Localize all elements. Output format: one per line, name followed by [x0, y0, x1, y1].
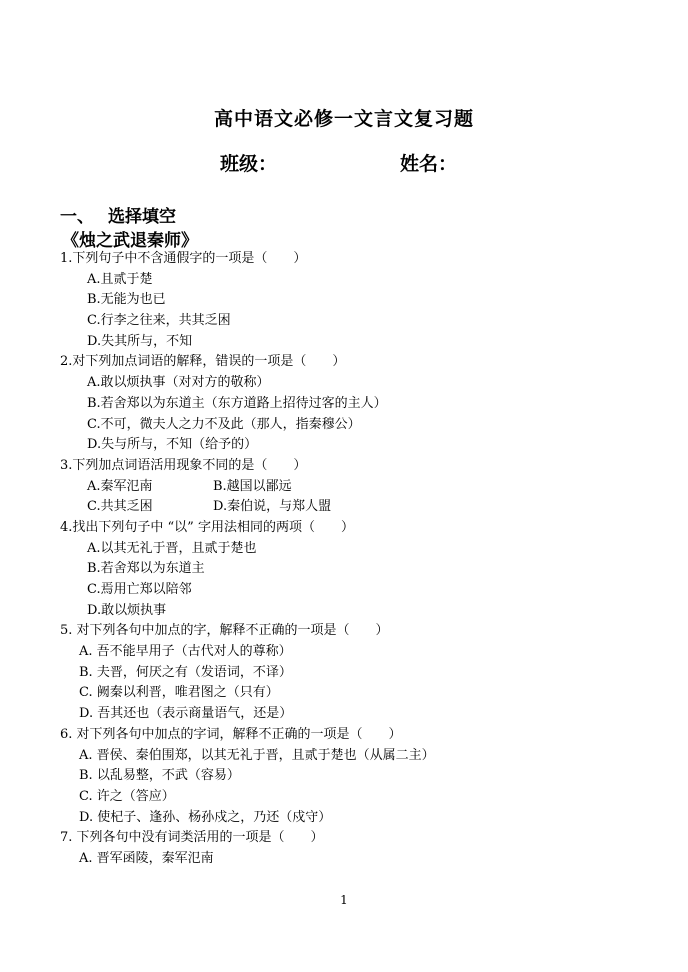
section-title: 选择填空 [108, 207, 176, 227]
question-option: D.敢以烦执事 [87, 602, 167, 618]
question-option: A. 晋军函陵，秦军氾南 [79, 850, 214, 866]
question-option: C.行李之往来，共其乏困 [87, 313, 231, 329]
article-title: 《烛之武退秦师》 [62, 231, 198, 251]
question-option: A.以其无礼于晋，且贰于楚也 [87, 540, 257, 556]
question-option: A.敢以烦执事（对对方的敬称） [87, 375, 270, 391]
option-pair [60, 497, 660, 518]
question-option: D.失其所与，不知 [87, 333, 193, 349]
question-option: B.若舍郑以为东道主 [87, 561, 205, 577]
question-option: C.焉用亡郑以陪邻 [87, 582, 192, 597]
question-option: D. 吾其还也（表示商量语气，还是） [79, 706, 293, 722]
question-stem: 3.下列加点词语活用现象不同的是（ ） [60, 457, 307, 473]
page-title: 高中语文必修一文言文复习题 [213, 108, 474, 130]
question-option: B.若舍郑以为东道主（东方道路上招待过客的主人） [87, 395, 387, 411]
question-option: C. 许之（答应） [79, 788, 175, 804]
question-option: A.且贰于楚 [87, 271, 153, 287]
question-stem: 6. 对下列各句中加点的字词，解释不正确的一项是（ ） [60, 726, 402, 742]
question-option: D. 使杞子、逢孙、杨孙戍之，乃还（戍守） [79, 809, 332, 825]
question-option: A. 晋侯、秦伯围郑，以其无礼于晋，且贰于楚也（从属二主） [79, 747, 435, 763]
question-option: D.失与所与，不知（给予的） [87, 437, 258, 453]
option-pair [60, 477, 660, 498]
question-stem: 1.下列句子中不含通假字的一项是（ ） [60, 251, 307, 266]
question-option: B.无能为也已 [87, 292, 166, 308]
question-option: B. 以乱易整，不武（容易） [79, 768, 240, 784]
name-label: 姓名： [400, 153, 458, 175]
question-option: B. 夫晋，何厌之有（发语词，不译） [79, 664, 292, 680]
question-list [60, 249, 660, 870]
section-number: 一、 [60, 207, 94, 227]
question-option: D.秦伯说，与郑人盟 [213, 499, 332, 515]
question-option: A.秦军氾南 [87, 478, 153, 494]
question-stem: 4.找出下列句子中 “以” 字用法相同的两项（ ） [60, 519, 354, 535]
question-option: C. 阙秦以利晋，唯君图之（只有） [79, 685, 279, 701]
question-option: B.越国以鄙远 [213, 478, 292, 494]
question-stem: 2.对下列加点词语的解释，错误的一项是（ ） [60, 354, 346, 370]
question-stem: 5. 对下列各句中加点的字，解释不正确的一项是（ ） [60, 623, 389, 639]
question-option: C.不可，微夫人之力不及此（那人，指秦穆公） [87, 416, 361, 432]
class-label: 班级： [220, 153, 278, 175]
question-option: C.共其乏困 [87, 499, 153, 515]
question-option: A. 吾不能早用子（古代对人的尊称） [79, 644, 292, 660]
page-number: 1 [340, 893, 348, 907]
section-heading [60, 202, 176, 227]
question-stem: 7. 下列各句中没有词类活用的一项是（ ） [60, 830, 324, 846]
